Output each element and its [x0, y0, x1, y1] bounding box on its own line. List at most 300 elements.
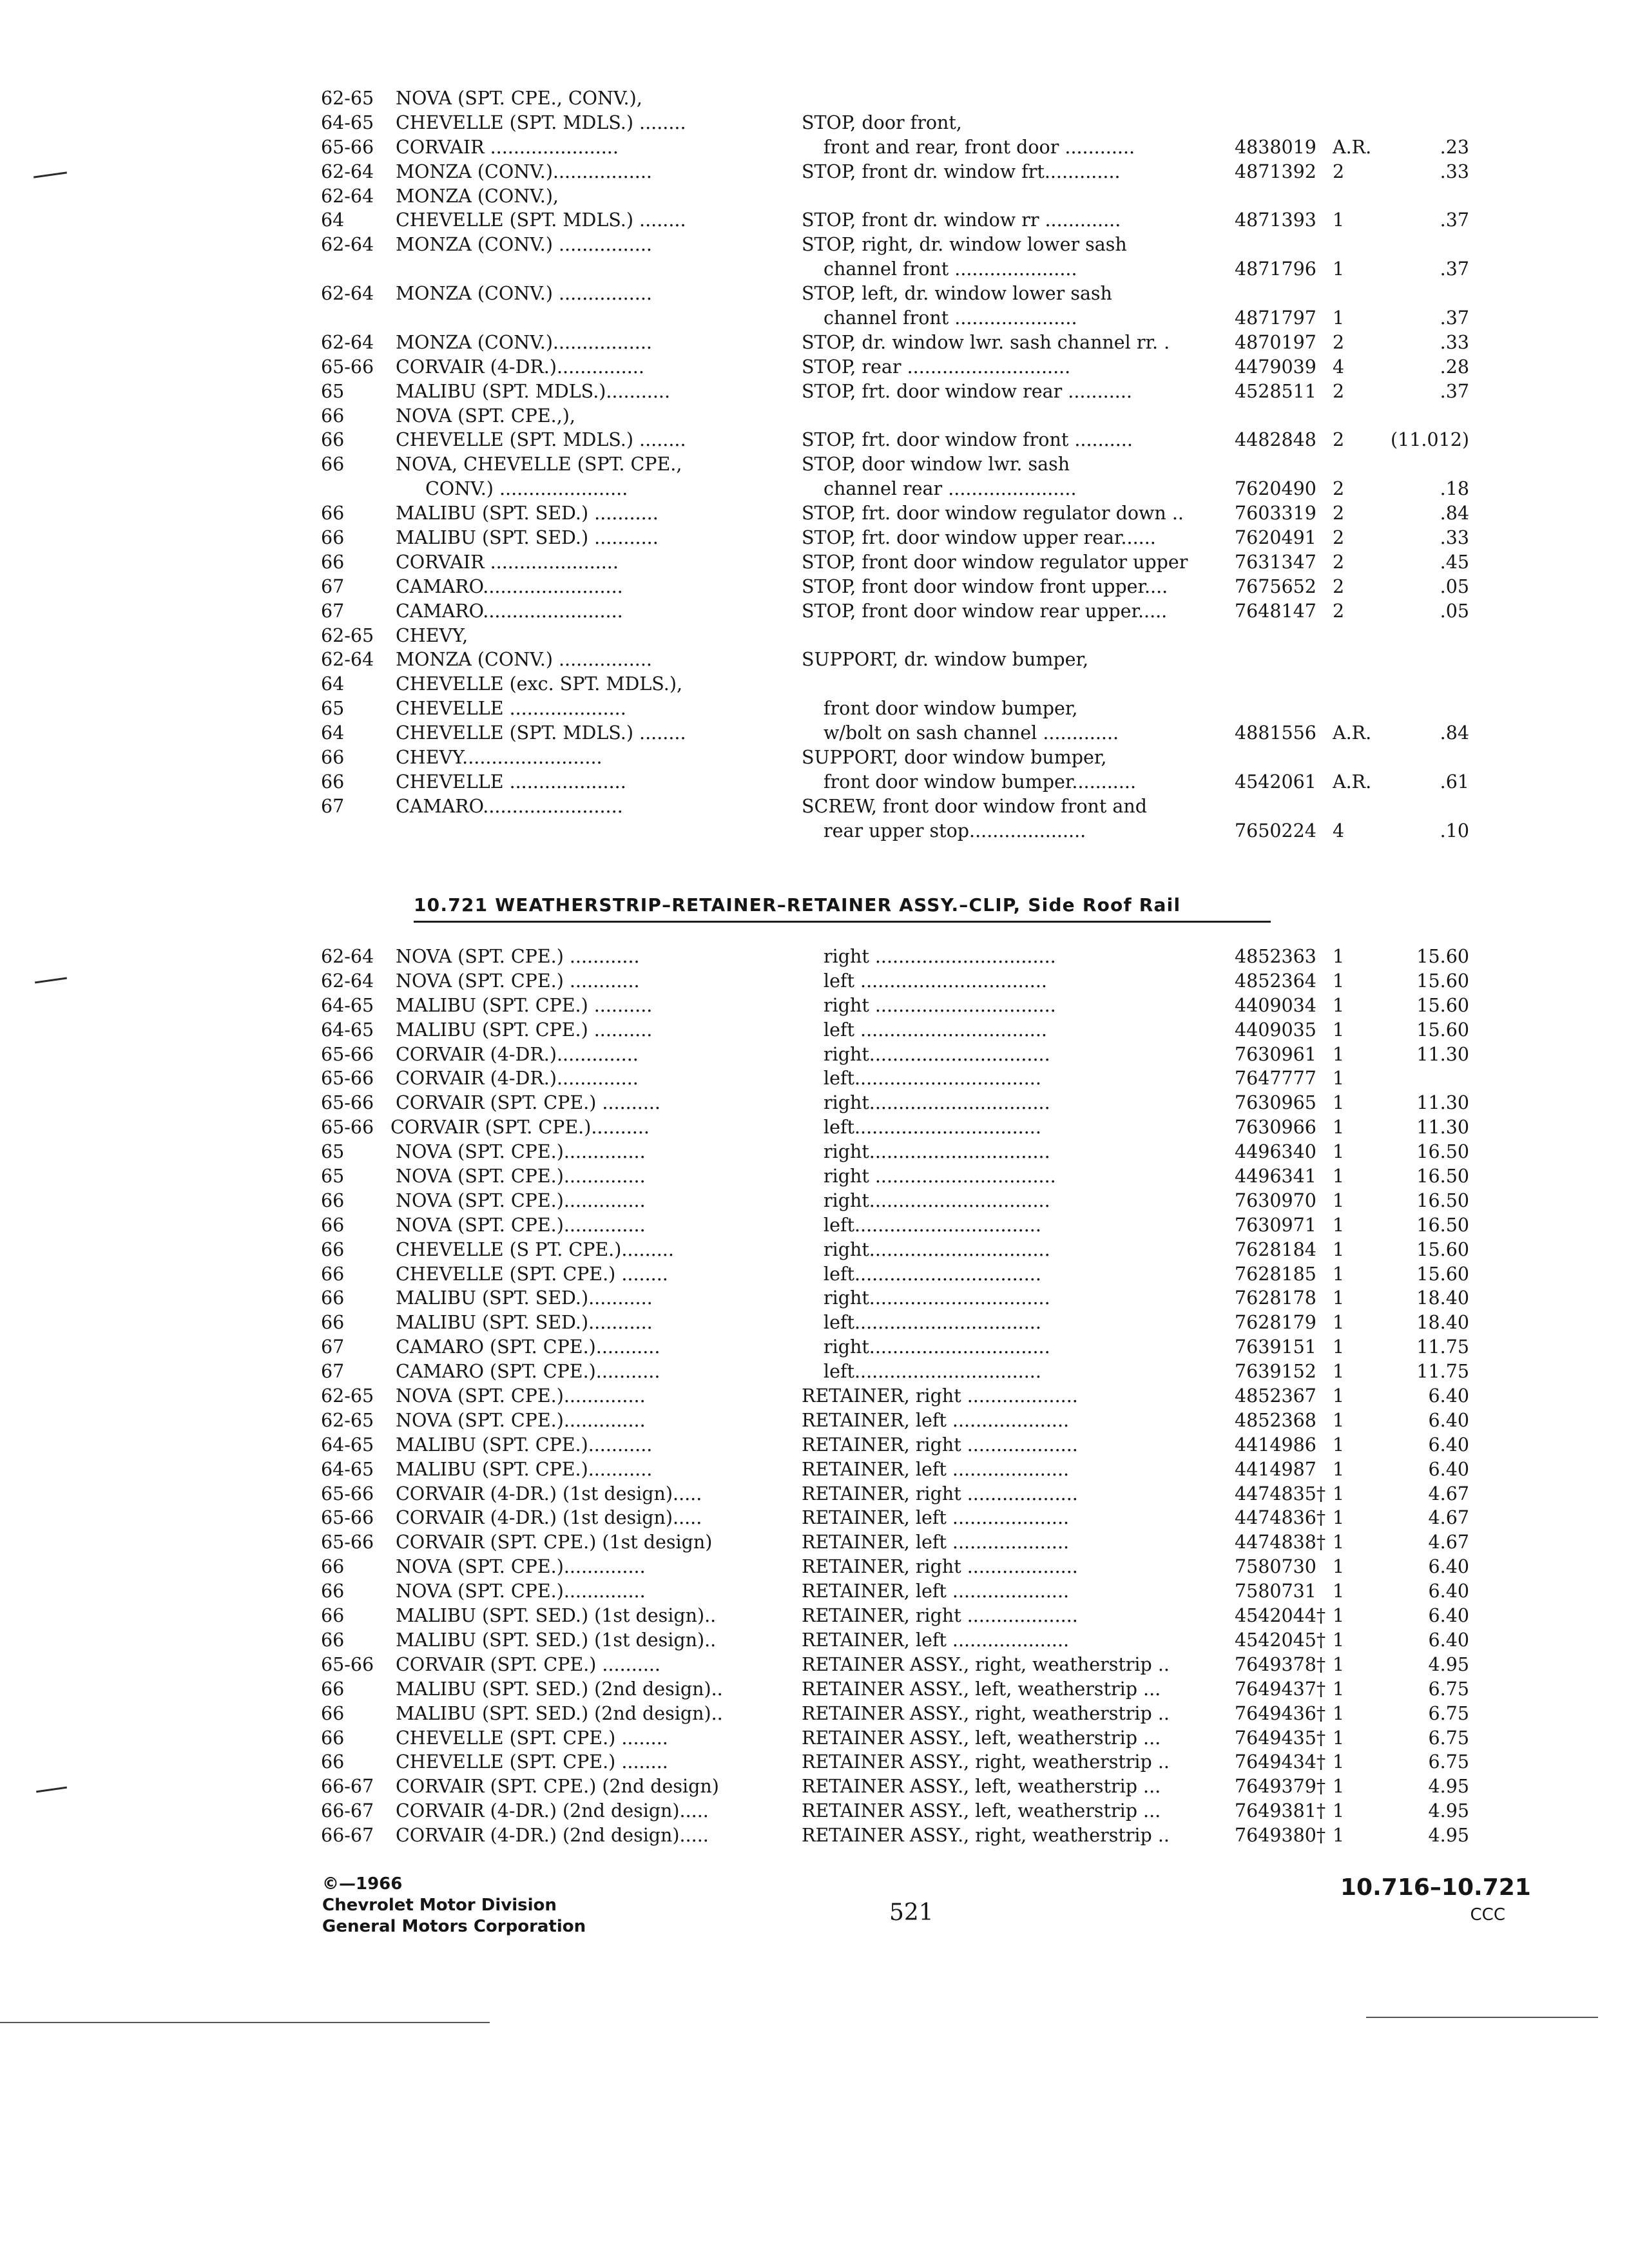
- vehicle-model: CORVAIR (4-DR.) (1st design).....: [396, 1483, 702, 1504]
- part-number: 7620491: [1235, 527, 1316, 549]
- vehicle-model: NOVA (SPT. CPE.)..............: [396, 1556, 646, 1578]
- vehicle-model: CHEVELLE ....................: [396, 698, 626, 720]
- model-year: 65-66: [321, 136, 374, 158]
- part-number: 4881556: [1235, 722, 1316, 744]
- parts-row: [0, 672, 1629, 697]
- part-number: 7649437†: [1235, 1678, 1326, 1700]
- part-description: right ...............................: [824, 994, 1056, 1016]
- list-price: 11.30: [1416, 1043, 1469, 1065]
- quantity: 1: [1333, 1189, 1345, 1211]
- parts-row: [0, 1433, 1629, 1457]
- list-price: 6.40: [1428, 1605, 1469, 1627]
- vehicle-model: CORVAIR (4-DR.) (1st design).....: [396, 1507, 702, 1529]
- parts-row: [0, 1653, 1629, 1677]
- parts-row: [0, 501, 1629, 526]
- vehicle-model: MALIBU (SPT. SED.)...........: [396, 1312, 653, 1334]
- model-year: 66: [321, 1605, 345, 1627]
- parts-row: [0, 1774, 1629, 1799]
- vehicle-model: CHEVELLE (SPT. MDLS.) ........: [396, 111, 686, 133]
- model-year: 66: [321, 503, 345, 524]
- model-year: 66: [321, 1189, 345, 1211]
- model-year: 64: [321, 209, 345, 231]
- parts-row: [0, 184, 1629, 209]
- vehicle-model: MALIBU (SPT. MDLS.)...........: [396, 380, 671, 402]
- part-number: 7628179: [1235, 1312, 1316, 1334]
- model-year: 66: [321, 1263, 345, 1285]
- part-description: STOP, left, dr. window lower sash: [802, 283, 1112, 305]
- model-year: 65-66: [321, 1653, 374, 1675]
- part-description: STOP, frt. door window regulator down ..: [802, 503, 1184, 524]
- vehicle-model: CORVAIR (SPT. CPE.) (1st design): [396, 1532, 713, 1553]
- parts-row: [0, 1066, 1629, 1091]
- part-description: RETAINER ASSY., left, weatherstrip ...: [802, 1678, 1161, 1700]
- part-description: STOP, right, dr. window lower sash: [802, 234, 1127, 256]
- model-year: 62-64: [321, 185, 374, 207]
- list-price: 16.50: [1416, 1189, 1469, 1211]
- part-description: RETAINER, left ....................: [802, 1629, 1070, 1651]
- part-description: left................................: [824, 1263, 1041, 1285]
- part-number: 7628178: [1235, 1287, 1316, 1309]
- part-number: 7649436†: [1235, 1702, 1326, 1724]
- part-number: 4474836†: [1235, 1507, 1326, 1529]
- quantity: 1: [1333, 1166, 1345, 1187]
- part-description: RETAINER, right ...................: [802, 1385, 1078, 1407]
- list-price: .05: [1440, 575, 1469, 597]
- model-year: 64: [321, 673, 345, 695]
- quantity: 1: [1333, 209, 1345, 231]
- quantity: 1: [1333, 994, 1345, 1016]
- parts-row: [0, 1140, 1629, 1164]
- vehicle-model: CAMARO........................: [396, 600, 623, 622]
- list-price: 4.95: [1428, 1776, 1469, 1798]
- quantity: 1: [1333, 1507, 1345, 1529]
- vehicle-model: CONV.) ......................: [425, 478, 628, 500]
- list-price: 11.30: [1416, 1092, 1469, 1114]
- vehicle-model: NOVA, CHEVELLE (SPT. CPE.,: [396, 454, 682, 476]
- part-number: 4852368: [1235, 1409, 1316, 1431]
- parts-row: [0, 452, 1629, 477]
- catalog-code: CCC: [1470, 1905, 1505, 1925]
- part-description: STOP, front dr. window frt.............: [802, 160, 1121, 182]
- quantity: 1: [1333, 970, 1345, 992]
- model-year: 67: [321, 1361, 345, 1383]
- part-number: 4474838†: [1235, 1532, 1326, 1553]
- model-year: 67: [321, 795, 345, 817]
- model-year: 62-64: [321, 649, 374, 671]
- vehicle-model: CHEVELLE (SPT. MDLS.) ........: [396, 209, 686, 231]
- quantity: 1: [1333, 1458, 1345, 1480]
- division-name: Chevrolet Motor Division: [322, 1896, 557, 1915]
- model-year: 65: [321, 380, 345, 402]
- list-price: 18.40: [1416, 1287, 1469, 1309]
- part-number: 7580731: [1235, 1581, 1316, 1602]
- model-year: 66: [321, 1287, 345, 1309]
- parts-row: [0, 355, 1629, 380]
- list-price: 16.50: [1416, 1214, 1469, 1236]
- parts-row: [0, 1384, 1629, 1408]
- vehicle-model: CORVAIR (4-DR.)..............: [396, 1068, 639, 1090]
- vehicle-model: CHEVY........................: [396, 747, 602, 769]
- part-description: right...............................: [824, 1336, 1050, 1358]
- part-number: 7580730: [1235, 1556, 1316, 1578]
- part-description: SUPPORT, door window bumper,: [802, 747, 1107, 769]
- quantity: 2: [1333, 429, 1345, 451]
- part-number: 4474835†: [1235, 1483, 1326, 1504]
- model-year: 66-67: [321, 1825, 374, 1847]
- list-price: 4.95: [1428, 1825, 1469, 1847]
- quantity: 4: [1333, 356, 1345, 378]
- list-price: 6.40: [1428, 1409, 1469, 1431]
- parts-row: [0, 1238, 1629, 1262]
- vehicle-model: MALIBU (SPT. SED.) ...........: [396, 527, 659, 549]
- section-range: 10.716–10.721: [1340, 1874, 1531, 1901]
- part-description: left................................: [824, 1361, 1041, 1383]
- vehicle-model: CAMARO........................: [396, 575, 623, 597]
- quantity: 4: [1333, 820, 1345, 841]
- vehicle-model: NOVA (SPT. CPE.)..............: [396, 1409, 646, 1431]
- part-description: left ................................: [824, 970, 1047, 992]
- list-price: 4.95: [1428, 1800, 1469, 1822]
- list-price: 6.40: [1428, 1581, 1469, 1602]
- model-year: 66: [321, 405, 345, 427]
- part-number: 4852363: [1235, 946, 1316, 967]
- part-number: 7630970: [1235, 1189, 1316, 1211]
- part-description: RETAINER ASSY., right, weatherstrip ..: [802, 1751, 1170, 1773]
- part-number: 4870197: [1235, 331, 1316, 353]
- vehicle-model: NOVA (SPT. CPE.) ............: [396, 970, 640, 992]
- part-number: 7628184: [1235, 1238, 1316, 1260]
- part-number: 4542044†: [1235, 1605, 1326, 1627]
- list-price: .37: [1440, 380, 1469, 402]
- list-price: .18: [1440, 478, 1469, 500]
- model-year: 64-65: [321, 994, 374, 1016]
- part-number: 4542045†: [1235, 1629, 1326, 1651]
- part-description: STOP, frt. door window front ..........: [802, 429, 1133, 451]
- list-price: 4.67: [1428, 1507, 1469, 1529]
- vehicle-model: MONZA (CONV.).................: [396, 331, 652, 353]
- list-price: 16.50: [1416, 1166, 1469, 1187]
- quantity: 2: [1333, 380, 1345, 402]
- list-price: 18.40: [1416, 1312, 1469, 1334]
- vehicle-model: CHEVELLE (SPT. MDLS.) ........: [396, 429, 686, 451]
- vehicle-model: CORVAIR ......................: [396, 136, 619, 158]
- section-reference: [1340, 1874, 1531, 1928]
- parts-row: [0, 1482, 1629, 1506]
- list-price: 4.95: [1428, 1653, 1469, 1675]
- vehicle-model: CORVAIR (SPT. CPE.) ..........: [396, 1092, 660, 1114]
- vehicle-model: CORVAIR ......................: [396, 551, 619, 573]
- section-heading: 10.721 WEATHERSTRIP–RETAINER–RETAINER ASSY.–CLIP, Side Roof Rail: [414, 891, 1271, 923]
- part-number: 4496340: [1235, 1141, 1316, 1163]
- part-description: rear upper stop....................: [824, 820, 1086, 841]
- part-description: STOP, rear ............................: [802, 356, 1071, 378]
- part-number: 7631347: [1235, 551, 1316, 573]
- part-number: 4852364: [1235, 970, 1316, 992]
- part-description: left................................: [824, 1068, 1041, 1090]
- model-year: 65-66: [321, 356, 374, 378]
- part-number: 7639151: [1235, 1336, 1316, 1358]
- part-description: STOP, front door window rear upper.....: [802, 600, 1168, 622]
- part-description: RETAINER, right ...................: [802, 1434, 1078, 1456]
- list-price: 6.75: [1428, 1727, 1469, 1749]
- model-year: 62-65: [321, 88, 374, 109]
- quantity: 2: [1333, 478, 1345, 500]
- quantity: 1: [1333, 1361, 1345, 1383]
- parts-row: [0, 721, 1629, 745]
- quantity: A.R.: [1333, 771, 1372, 793]
- list-price: 11.75: [1416, 1361, 1469, 1383]
- vehicle-model: CHEVELLE (S PT. CPE.).........: [396, 1238, 674, 1260]
- weatherstrip-parts-list: [0, 945, 1629, 1848]
- part-description: STOP, front door window front upper....: [802, 575, 1168, 597]
- vehicle-model: MONZA (CONV.).................: [396, 160, 652, 182]
- part-description: RETAINER, left ....................: [802, 1532, 1070, 1553]
- list-price: 4.67: [1428, 1483, 1469, 1504]
- list-price: 6.40: [1428, 1556, 1469, 1578]
- part-description: RETAINER, right ...................: [802, 1556, 1078, 1578]
- list-price: 6.75: [1428, 1678, 1469, 1700]
- model-year: 66: [321, 527, 345, 549]
- model-year: 62-65: [321, 1385, 374, 1407]
- list-price: (11.012): [1391, 429, 1469, 451]
- model-year: 62-64: [321, 970, 374, 992]
- vehicle-model: CORVAIR (4-DR.)..............: [396, 1043, 639, 1065]
- parts-row: [0, 1213, 1629, 1238]
- parts-row: [0, 945, 1629, 969]
- part-description: channel front .....................: [824, 307, 1077, 329]
- stop-support-parts-list: [0, 86, 1629, 843]
- part-number: 4414987: [1235, 1458, 1316, 1480]
- list-price: .33: [1440, 527, 1469, 549]
- parts-row: [0, 404, 1629, 428]
- quantity: 1: [1333, 1238, 1345, 1260]
- list-price: .61: [1440, 771, 1469, 793]
- quantity: 1: [1333, 1263, 1345, 1285]
- model-year: 65-66: [321, 1532, 374, 1553]
- vehicle-model: CHEVELLE (SPT. CPE.) ........: [396, 1263, 668, 1285]
- part-number: 4871393: [1235, 209, 1316, 231]
- parts-row: [0, 1604, 1629, 1628]
- vehicle-model: NOVA (SPT. CPE.)..............: [396, 1385, 646, 1407]
- part-number: 4871797: [1235, 307, 1316, 329]
- model-year: 67: [321, 575, 345, 597]
- vehicle-model: NOVA (SPT. CPE.)..............: [396, 1166, 646, 1187]
- parts-row: [0, 1726, 1629, 1751]
- vehicle-model: MONZA (CONV.) ................: [396, 234, 652, 256]
- part-number: 7650224: [1235, 820, 1316, 841]
- part-description: RETAINER, left ....................: [802, 1581, 1070, 1602]
- model-year: 64: [321, 722, 345, 744]
- part-description: STOP, frt. door window upper rear......: [802, 527, 1156, 549]
- vehicle-model: MALIBU (SPT. CPE.) ..........: [396, 994, 653, 1016]
- quantity: 1: [1333, 1556, 1345, 1578]
- model-year: 65: [321, 1166, 345, 1187]
- vehicle-model: CAMARO (SPT. CPE.)...........: [396, 1336, 660, 1358]
- vehicle-model: MALIBU (SPT. CPE.)...........: [396, 1458, 653, 1480]
- part-description: STOP, dr. window lwr. sash channel rr. .: [802, 331, 1170, 353]
- quantity: 1: [1333, 946, 1345, 967]
- part-number: 4409034: [1235, 994, 1316, 1016]
- part-number: 7647777: [1235, 1068, 1316, 1090]
- part-description: STOP, door window lwr. sash: [802, 454, 1070, 476]
- part-number: 4414986: [1235, 1434, 1316, 1456]
- quantity: 1: [1333, 1214, 1345, 1236]
- vehicle-model: NOVA (SPT. CPE.,),: [396, 405, 575, 427]
- part-description: left................................: [824, 1214, 1041, 1236]
- quantity: 1: [1333, 1336, 1345, 1358]
- list-price: 6.40: [1428, 1385, 1469, 1407]
- bottom-rule-right: [1366, 2017, 1598, 2018]
- part-description: front door window bumper,: [824, 698, 1078, 720]
- quantity: 1: [1333, 1117, 1345, 1139]
- part-number: 7649379†: [1235, 1776, 1326, 1798]
- quantity: 2: [1333, 575, 1345, 597]
- quantity: 1: [1333, 1776, 1345, 1798]
- part-number: 4482848: [1235, 429, 1316, 451]
- model-year: 64-65: [321, 1019, 374, 1041]
- part-number: 4479039: [1235, 356, 1316, 378]
- parts-row: [0, 160, 1629, 184]
- list-price: .28: [1440, 356, 1469, 378]
- vehicle-model: CHEVELLE (SPT. CPE.) ........: [396, 1727, 668, 1749]
- parts-row: [0, 994, 1629, 1018]
- vehicle-model: MALIBU (SPT. CPE.) ..........: [396, 1019, 653, 1041]
- model-year: 66: [321, 429, 345, 451]
- part-description: front door window bumper...........: [824, 771, 1137, 793]
- vehicle-model: CHEVELLE ....................: [396, 771, 626, 793]
- part-number: 7649378†: [1235, 1653, 1326, 1675]
- quantity: 1: [1333, 1287, 1345, 1309]
- part-description: STOP, door front,: [802, 111, 962, 133]
- quantity: 1: [1333, 1385, 1345, 1407]
- quantity: 2: [1333, 331, 1345, 353]
- quantity: 1: [1333, 1581, 1345, 1602]
- quantity: 1: [1333, 258, 1345, 280]
- part-number: 4838019: [1235, 136, 1316, 158]
- vehicle-model: NOVA (SPT. CPE.)..............: [396, 1141, 646, 1163]
- part-number: 4496341: [1235, 1166, 1316, 1187]
- quantity: A.R.: [1333, 136, 1372, 158]
- parts-row: [0, 1189, 1629, 1213]
- vehicle-model: NOVA (SPT. CPE., CONV.),: [396, 88, 642, 109]
- part-number: 7630965: [1235, 1092, 1316, 1114]
- vehicle-model: CHEVELLE (SPT. CPE.) ........: [396, 1751, 668, 1773]
- quantity: 1: [1333, 1312, 1345, 1334]
- quantity: A.R.: [1333, 722, 1372, 744]
- parts-row: [0, 1311, 1629, 1335]
- parts-row: [0, 1091, 1629, 1115]
- part-description: RETAINER ASSY., left, weatherstrip ...: [802, 1776, 1161, 1798]
- list-price: .84: [1440, 722, 1469, 744]
- vehicle-model: CHEVELLE (SPT. MDLS.) ........: [396, 722, 686, 744]
- part-description: RETAINER, right ...................: [802, 1605, 1078, 1627]
- list-price: .37: [1440, 258, 1469, 280]
- part-number: 7649435†: [1235, 1727, 1326, 1749]
- model-year: 66: [321, 771, 345, 793]
- vehicle-model: CORVAIR (4-DR.) (2nd design).....: [396, 1800, 709, 1822]
- vehicle-model: MALIBU (SPT. SED.) (2nd design)..: [396, 1702, 723, 1724]
- vehicle-model: CORVAIR (SPT. CPE.) ..........: [396, 1653, 660, 1675]
- part-number: 7630971: [1235, 1214, 1316, 1236]
- parts-row: [0, 599, 1629, 624]
- model-year: 62-64: [321, 331, 374, 353]
- list-price: 15.60: [1416, 994, 1469, 1016]
- list-price: .45: [1440, 551, 1469, 573]
- list-price: 11.75: [1416, 1336, 1469, 1358]
- model-year: 65-66: [321, 1092, 374, 1114]
- part-number: 7648147: [1235, 600, 1316, 622]
- vehicle-model: MALIBU (SPT. SED.) (1st design)..: [396, 1629, 717, 1651]
- list-price: 11.30: [1416, 1117, 1469, 1139]
- part-description: RETAINER ASSY., left, weatherstrip ...: [802, 1800, 1161, 1822]
- model-year: 65-66: [321, 1483, 374, 1504]
- parts-row: [0, 208, 1629, 233]
- part-description: STOP, frt. door window rear ...........: [802, 380, 1132, 402]
- model-year: 65-66: [321, 1117, 374, 1139]
- part-description: right...............................: [824, 1043, 1050, 1065]
- part-description: SUPPORT, dr. window bumper,: [802, 649, 1089, 671]
- model-year: 66: [321, 454, 345, 476]
- quantity: 1: [1333, 1751, 1345, 1773]
- parts-row: [0, 1360, 1629, 1384]
- parts-row: [0, 306, 1629, 331]
- model-year: 66: [321, 1629, 345, 1651]
- model-year: 65-66: [321, 1043, 374, 1065]
- list-price: .33: [1440, 331, 1469, 353]
- quantity: 1: [1333, 1702, 1345, 1724]
- quantity: 1: [1333, 1019, 1345, 1041]
- list-price: 15.60: [1416, 970, 1469, 992]
- parts-row: [0, 1115, 1629, 1140]
- part-description: RETAINER ASSY., right, weatherstrip ..: [802, 1653, 1170, 1675]
- parts-row: [0, 794, 1629, 819]
- quantity: 2: [1333, 600, 1345, 622]
- parts-row: [0, 331, 1629, 355]
- list-price: 16.50: [1416, 1141, 1469, 1163]
- vehicle-model: CHEVELLE (exc. SPT. MDLS.),: [396, 673, 683, 695]
- part-description: left................................: [824, 1312, 1041, 1334]
- model-year: 62-64: [321, 160, 374, 182]
- list-price: 15.60: [1416, 1238, 1469, 1260]
- parts-row: [0, 282, 1629, 306]
- part-number: 7628185: [1235, 1263, 1316, 1285]
- model-year: 66: [321, 551, 345, 573]
- parts-row: [0, 1408, 1629, 1433]
- list-price: 6.40: [1428, 1629, 1469, 1651]
- model-year: 66: [321, 1581, 345, 1602]
- model-year: 66: [321, 747, 345, 769]
- part-description: right...............................: [824, 1189, 1050, 1211]
- parts-row: [0, 575, 1629, 599]
- quantity: 1: [1333, 1825, 1345, 1847]
- list-price: .37: [1440, 209, 1469, 231]
- parts-row: [0, 819, 1629, 843]
- parts-row: [0, 969, 1629, 994]
- page-number: 521: [889, 1899, 934, 1926]
- quantity: 1: [1333, 307, 1345, 329]
- quantity: 1: [1333, 1043, 1345, 1065]
- part-number: 7603319: [1235, 503, 1316, 524]
- part-description: RETAINER, left ....................: [802, 1507, 1070, 1529]
- part-description: right...............................: [824, 1092, 1050, 1114]
- part-number: 7675652: [1235, 575, 1316, 597]
- part-description: right ...............................: [824, 1166, 1056, 1187]
- vehicle-model: MALIBU (SPT. CPE.)...........: [396, 1434, 653, 1456]
- parts-row: [0, 1530, 1629, 1555]
- parts-row: [0, 1799, 1629, 1823]
- vehicle-model: NOVA (SPT. CPE.)..............: [396, 1214, 646, 1236]
- part-description: w/bolt on sash channel .............: [824, 722, 1119, 744]
